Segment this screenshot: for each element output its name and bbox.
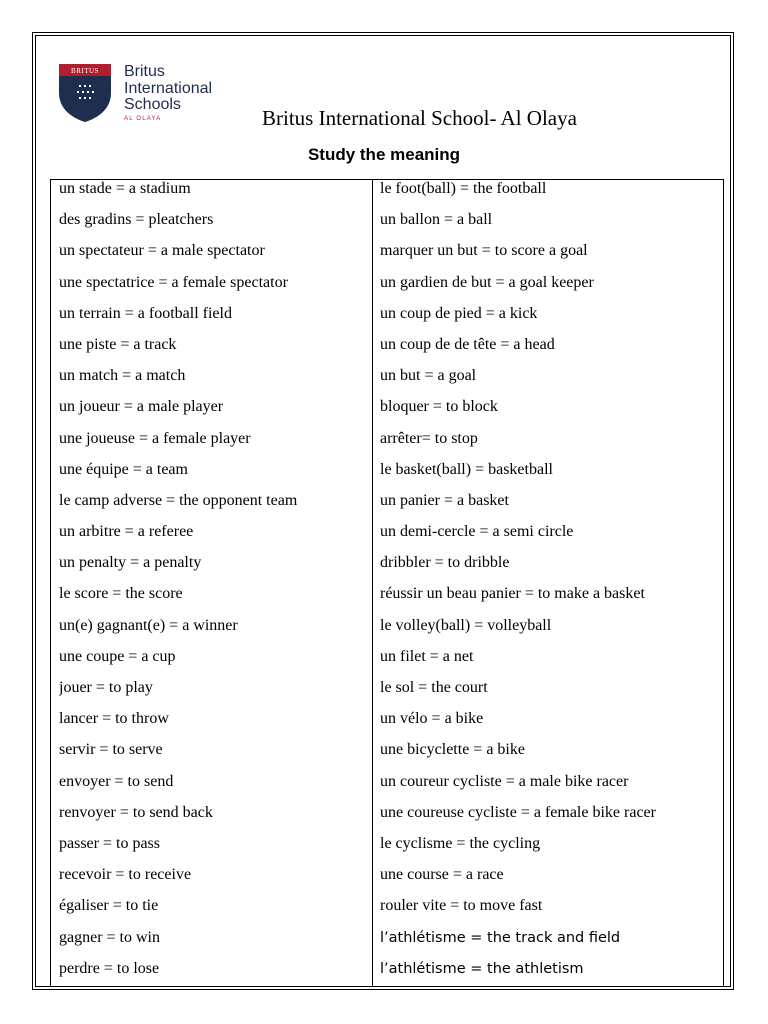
vocab-entry: réussir un beau panier = to make a basket <box>380 585 645 603</box>
vocab-entry: marquer un but = to score a goal <box>380 242 588 260</box>
vocab-entry: le basket(ball) = basketball <box>380 460 553 478</box>
vocab-entry: un stade = a stadium <box>59 180 191 197</box>
vocab-entry: bloquer = to block <box>380 398 498 416</box>
logo-name <box>124 64 212 114</box>
vocab-entry: le volley(ball) = volleyball <box>380 616 552 634</box>
vocab-entry: envoyer = to send <box>59 772 174 790</box>
vocab-entry: un but = a goal <box>380 367 477 385</box>
column-divider <box>372 179 373 987</box>
vocab-entry: une course = a race <box>380 866 504 884</box>
vocab-entry: l’athlétisme = the track and field <box>380 929 621 946</box>
vocab-entry: une coureuse cycliste = a female bike racer <box>380 803 656 821</box>
school-title: Britus International School- Al Olaya <box>262 106 577 130</box>
vocab-entry: jouer = to play <box>59 679 153 696</box>
vocab-entry: un demi-cercle = a semi circle <box>380 523 574 541</box>
vocab-entry: servir = to serve <box>59 741 163 759</box>
page-heading: Study the meaning <box>307 145 461 164</box>
vocab-entry: un coureur cycliste = a male bike racer <box>380 772 629 790</box>
vocab-entry: un gardien de but = a goal keeper <box>380 273 594 291</box>
vocab-entry: l’athlétisme = the athletism <box>380 960 584 977</box>
vocab-entry: rouler vite = to move fast <box>380 897 543 915</box>
vocab-entry: une bicyclette = a bike <box>380 741 525 759</box>
logo-name-line: Schools <box>124 96 181 113</box>
vocab-entry: un spectateur = a male spectator <box>59 242 265 260</box>
vocab-entry: égaliser = to tie <box>59 897 159 915</box>
vocab-entry: un ballon = a ball <box>380 211 493 229</box>
vocab-entry: lancer = to throw <box>59 710 169 728</box>
vocab-entry: gagner = to win <box>59 928 160 946</box>
vocab-entry: un coup de de tête = a head <box>380 335 555 353</box>
school-logo <box>58 63 238 127</box>
vocab-entry: le foot(ball) = the football <box>380 180 547 197</box>
vocab-entry: le score = the score <box>59 585 183 603</box>
vocab-entry: une coupe = a cup <box>59 647 176 665</box>
vocab-entry: perdre = to lose <box>59 959 160 977</box>
vocab-entry: passer = to pass <box>59 834 161 852</box>
vocab-column-right <box>380 179 720 990</box>
vocab-entry: une piste = a track <box>59 335 177 353</box>
vocab-column-left <box>59 179 367 990</box>
vocab-entry: un filet = a net <box>380 647 474 665</box>
logo-name-line: International <box>124 79 213 97</box>
vocab-entry: dribbler = to dribble <box>380 554 510 572</box>
logo-badge-text: BRITUS <box>71 67 99 75</box>
vocab-entry: un arbitre = a referee <box>59 523 194 541</box>
vocab-entry: le sol = the court <box>380 679 488 696</box>
vocab-entry: un penalty = a penalty <box>59 554 202 572</box>
logo-subtitle: AL OLAYA <box>124 116 162 122</box>
vocab-entry: un match = a match <box>59 367 186 385</box>
vocab-entry: une joueuse = a female player <box>59 429 251 447</box>
vocab-entry: une spectatrice = a female spectator <box>59 273 288 291</box>
vocab-entry: un coup de pied = a kick <box>380 304 538 322</box>
shield-icon <box>58 63 112 123</box>
vocab-entry: un(e) gagnant(e) = a winner <box>59 616 238 634</box>
vocab-entry: un terrain = a football field <box>59 304 232 322</box>
vocab-entry: le cyclisme = the cycling <box>380 834 541 852</box>
vocab-entry: un vélo = a bike <box>380 710 484 728</box>
vocab-entry: le camp adverse = the opponent team <box>59 491 298 509</box>
vocab-entry: un panier = a basket <box>380 491 509 509</box>
vocab-entry: renvoyer = to send back <box>59 803 213 821</box>
vocab-entry: des gradins = pleatchers <box>59 211 214 229</box>
vocab-entry: recevoir = to receive <box>59 866 192 884</box>
vocab-entry: un joueur = a male player <box>59 398 224 416</box>
logo-name-line: Britus <box>124 63 165 80</box>
vocab-entry: une équipe = a team <box>59 460 188 478</box>
vocab-entry: arrêter= to stop <box>380 429 478 447</box>
